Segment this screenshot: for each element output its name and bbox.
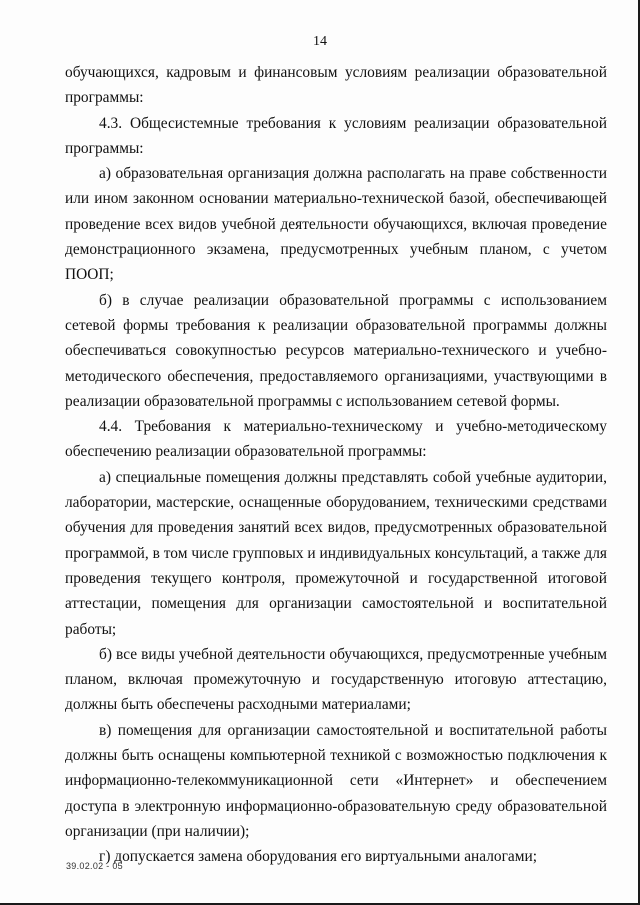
- document-code: 39.02.02 - 05: [66, 861, 123, 871]
- paragraph-4-3-a: а) образовательная организация должна располагать на праве собственности или ином законном основании материально-технической базой, обеспечивающей проведение всех видов учебной деятельности обучающихся, включая проведение демонстрационного экзамена, предусмотренных учебным планом, с учетом ПООП;: [65, 165, 607, 284]
- paragraph-4-4-c: в) помещения для организации самостоятельной и воспитательной работы должны быть оснащены компьютерной техникой с возможностью подключения к информационно-телекоммуникационной сети «Интернет» и обеспечением доступа в электронную информационно-образовательную среду образовательной организации (при наличии);: [65, 721, 607, 840]
- paragraph-4-4-d: г) допускается замена оборудования его виртуальными аналогами;: [99, 848, 537, 866]
- body-text: [65, 60, 607, 870]
- paragraph-4-4-b: б) все виды учебной деятельности обучающихся, предусмотренные учебным планом, включая промежуточную и государственную итоговую аттестацию, должны быть обеспечены расходными материалами;: [65, 645, 607, 714]
- paragraph-4-3: 4.3. Общесистемные требования к условиям реализации образовательной программы:: [65, 114, 607, 157]
- paragraph-continuation: обучающихся, кадровым и финансовым условиям реализации образовательной программы:: [65, 64, 607, 107]
- paragraph-4-4: 4.4. Требования к материально-техническому и учебно-методическому обеспечению реализации образовательной программы:: [65, 418, 607, 461]
- paragraph-4-4-a: а) специальные помещения должны представлять собой учебные аудитории, лаборатории, мастерские, оснащенные оборудованием, техническими средствами обучения для проведения занятий всех видов, предусмотренных образовательной программой, в том числе групповых и индивидуальных консультаций, а также для проведения текущего контроля, промежуточной и государственной итоговой аттестации, помещения для организации самостоятельной и воспитательной работы;: [65, 468, 607, 638]
- paragraph-4-3-b: б) в случае реализации образовательной программы с использованием сетевой формы требования к реализации образовательной программы должны обеспечиваться совокупностью ресурсов материально-технического и учебно-методического обеспечения, предоставляемого организациями, участвующими в реализации образовательной программы с использованием сетевой формы.: [65, 291, 607, 410]
- page-number: 14: [313, 34, 327, 49]
